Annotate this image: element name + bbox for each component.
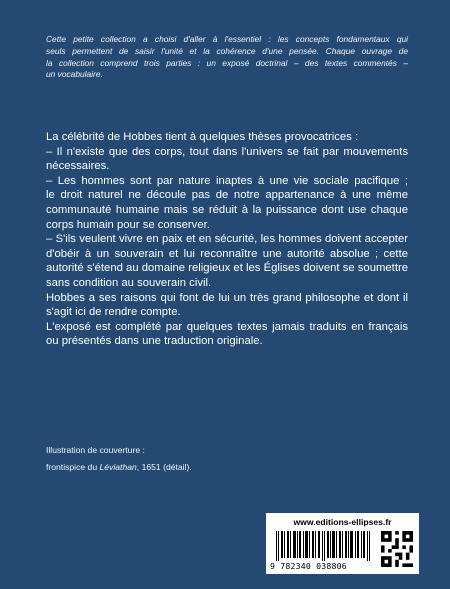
blurb-line: d'obéir à un souverain et lui reconnaître une autorité absolue ; cette xyxy=(46,247,408,260)
blurb-line: nécessaires. xyxy=(46,160,110,173)
blurb-line: le droit naturel ne découle pas de notre appartenance à une même xyxy=(46,189,408,202)
intro-line: la collection comprend trois parties : un exposé doctrinal – des textes commentés – xyxy=(46,57,408,68)
credit-work-title: Léviathan xyxy=(99,462,137,472)
intro-line: Cette petite collection a choisi d'aller à l'essentiel : les concepts fondamentaux qui xyxy=(46,34,408,44)
blurb-line: Hobbes a ses raisons qui font de lui un très grand philosophe et dont il xyxy=(46,291,408,304)
isbn-number: 9 782340 038806 xyxy=(270,561,347,571)
barcode-panel xyxy=(266,513,419,574)
blurb-line: autorité s'étend au domaine religieux et les Églises doivent se soumettre xyxy=(46,262,408,275)
blurb-line: sans condition au souverain civil. xyxy=(46,276,212,289)
blurb-line: – Les hommes sont par nature inaptes à une vie sociale pacifique ; xyxy=(46,174,408,187)
publisher-url[interactable]: www.editions-ellipses.fr xyxy=(293,517,392,527)
cover-credit xyxy=(46,442,346,476)
barcode-icon xyxy=(274,531,374,561)
blurb-line: ou présentés dans une traduction originale. xyxy=(46,335,263,348)
blurb-line: corps humain pour se conserver. xyxy=(46,218,210,231)
intro-line: seuls permettent de saisir l'unité et la cohérence d'une pensée. Chaque ouvrage de xyxy=(46,45,408,56)
blurb-line: s'agit ici de rendre compte. xyxy=(46,306,181,319)
credit-suffix: , 1651 (détail). xyxy=(136,462,192,472)
blurb-line: L'exposé est complété par quelques textes jamais traduits en français xyxy=(46,320,408,333)
blurb-line: La célébrité de Hobbes tient à quelques thèses provocatrices : xyxy=(46,131,359,143)
qr-code-icon[interactable] xyxy=(381,531,413,567)
blurb-line: – S'ils veulent vivre en paix et en sécurité, les hommes doivent accepter xyxy=(46,233,408,246)
credit-prefix: frontispice du xyxy=(46,462,100,472)
credit-detail xyxy=(46,459,346,476)
blurb xyxy=(46,130,408,349)
intro-line: un vocabulaire. xyxy=(46,69,103,80)
collection-intro xyxy=(46,34,408,81)
credit-label: Illustration de couverture : xyxy=(46,445,145,455)
blurb-line: communauté humaine mais se réduit à la puissance dont use chaque xyxy=(46,203,408,216)
blurb-line: – Il n'existe que des corps, tout dans l'univers se fait par mouvements xyxy=(46,145,408,158)
